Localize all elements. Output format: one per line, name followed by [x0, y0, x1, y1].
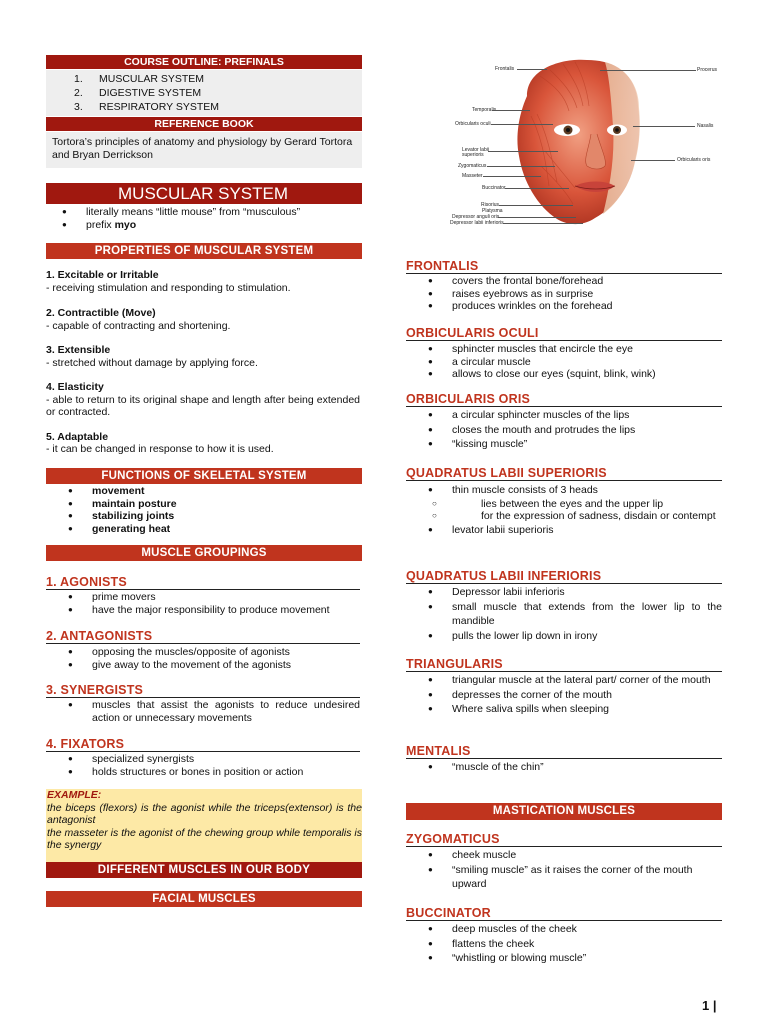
property-desc: - it can be changed in response to how it is used. [46, 443, 274, 455]
list-item: ● holds structures or bones in position or action [46, 766, 362, 779]
facial-muscles-figure [445, 56, 730, 231]
property-heading: 5. Adaptable [46, 430, 109, 443]
list-item: ● pulls the lower lip down in irony [406, 629, 722, 644]
list-item: ● flattens the cheek [406, 937, 722, 952]
fixators-list [46, 753, 362, 778]
list-item: ● small muscle that extends from the lower lip to the mandible [406, 600, 722, 629]
mentalis-list [406, 761, 722, 774]
muscular-bullets [40, 206, 362, 231]
list-item: ● maintain posture [46, 498, 362, 511]
list-item: ● covers the frontal bone/forehead [406, 275, 722, 288]
qli-heading: QUADRATUS LABII INFERIORIS [406, 569, 722, 584]
qls-list [406, 483, 722, 537]
list-item: ● “kissing muscle” [406, 437, 722, 452]
property-desc: - able to return to its original shape and length after being extended or contracted. [46, 393, 360, 418]
list-item: ● specialized synergists [46, 753, 362, 766]
antagonists-heading: 2. ANTAGONISTS [46, 629, 360, 644]
list-item: ● prime movers [46, 591, 362, 604]
property-heading: 3. Extensible [46, 344, 111, 356]
list-item: ● opposing the muscles/opposite of agonists [46, 646, 362, 659]
properties-list [46, 269, 360, 456]
orbicularis-oris-heading: ORBICULARIS ORIS [406, 392, 722, 407]
qli-list [406, 585, 722, 643]
frontalis-heading: FRONTALIS [406, 259, 722, 274]
outline-num-3: 3. [74, 101, 83, 113]
fig-label: Platysma [482, 208, 503, 214]
orbicularis-oculi-list [406, 343, 722, 381]
list-item: ● Where saliva spills when sleeping [406, 702, 722, 717]
functions-list [46, 485, 362, 535]
triangularis-list [406, 673, 722, 717]
reference-text: Tortora’s principles of anatomy and physiology by Gerard Tortora and Bryan Derrickson [46, 132, 362, 168]
page-number: 1 | [702, 998, 717, 1013]
list-item: ● produces wrinkles on the forehead [406, 300, 722, 313]
list-item: ● closes the mouth and protrudes the lips [406, 423, 722, 438]
list-item: ● a circular muscle [406, 356, 722, 369]
list-item: ● Depressor labii inferioris [406, 585, 722, 600]
fig-label: Procerus [697, 67, 718, 73]
list-item: ● cheek muscle [406, 848, 722, 863]
triangularis-heading: TRIANGULARIS [406, 657, 722, 672]
fig-label: Orbicularis oculi [455, 121, 491, 127]
example-label: EXAMPLE: [47, 789, 102, 801]
property-desc: - receiving stimulation and responding to stimulation. [46, 281, 291, 294]
list-item: ● levator labii superioris [406, 523, 722, 538]
list-item: ● have the major responsibility to produce movement [46, 604, 362, 617]
agonists-list [46, 591, 362, 616]
list-item: ● stabilizing joints [46, 510, 362, 523]
outline-item-2: DIGESTIVE SYSTEM [99, 87, 202, 99]
zygomaticus-heading: ZYGOMATICUS [406, 832, 722, 847]
synergists-list [46, 699, 360, 724]
example-line-2: the masseter is the agonist of the chewing group while temporalis is the synergy [47, 826, 362, 851]
agonists-heading: 1. AGONISTS [46, 575, 360, 590]
list-item: ● thin muscle consists of 3 heads ○ lies between the eyes and the upper lip ○ for the expression of sadness, disdain or contempt [406, 483, 722, 523]
list-item: ● a circular sphincter muscles of the lips [406, 408, 722, 423]
different-muscles-title: DIFFERENT MUSCLES IN OUR BODY [46, 862, 362, 878]
buccinator-heading: BUCCINATOR [406, 906, 722, 921]
list-item: ○ lies between the eyes and the upper lip [406, 498, 722, 511]
list-item: ○ for the expression of sadness, disdain or contempt [406, 510, 722, 523]
orbicularis-oculi-heading: ORBICULARIS OCULI [406, 326, 722, 341]
property-heading: 1. Excitable or Irritable [46, 269, 159, 281]
buccinator-list [406, 922, 722, 966]
fig-label: Temporalis [472, 107, 497, 113]
list-item: ● literally means “little mouse” from “musculous” [40, 206, 362, 219]
list-item: ● allows to close our eyes (squint, blink, wink) [406, 368, 722, 381]
orbicularis-oris-list [406, 408, 722, 452]
list-item: ● sphincter muscles that encircle the eye [406, 343, 722, 356]
mastication-title: MASTICATION MUSCLES [406, 803, 722, 820]
list-item: ● raises eyebrows as in surprise [406, 288, 722, 301]
fig-label: Depressor anguli oris [452, 214, 500, 220]
properties-title: PROPERTIES OF MUSCULAR SYSTEM [46, 243, 362, 259]
list-item: ● give away to the movement of the agonists [46, 659, 362, 672]
frontalis-list [406, 275, 722, 313]
property-heading: 2. Contractible (Move) [46, 307, 156, 319]
fig-label: superioris [462, 152, 484, 158]
reference-title: REFERENCE BOOK [46, 117, 362, 131]
property-heading: 4. Elasticity [46, 381, 104, 393]
outline-item-3: RESPIRATORY SYSTEM [99, 101, 220, 113]
muscular-system-title: MUSCULAR SYSTEM [46, 183, 362, 204]
fixators-heading: 4. FIXATORS [46, 737, 360, 752]
example-line-1: the biceps (flexors) is the agonist while the triceps(extensor) is the antagonist [47, 801, 362, 826]
list-item: ● depresses the corner of the mouth [406, 688, 722, 703]
antagonists-list [46, 646, 362, 671]
fig-label: Levator labii [462, 147, 489, 153]
course-outline-box [46, 70, 362, 116]
example-box [46, 789, 362, 862]
course-outline-title: COURSE OUTLINE: PREFINALS [46, 55, 362, 69]
list-item: ● movement [46, 485, 362, 498]
property-desc: - capable of contracting and shortening. [46, 319, 231, 332]
fig-label: Masseter [462, 173, 483, 179]
fig-label: Nasalis [697, 123, 714, 129]
outline-num-1: 1. [74, 73, 83, 85]
fig-label: Buccinator [482, 185, 506, 191]
list-item: ● “smiling muscle” as it raises the corner of the mouth upward [406, 863, 722, 892]
fig-label: Zygomaticus [458, 163, 487, 169]
mentalis-heading: MENTALIS [406, 744, 722, 759]
qls-heading: QUADRATUS LABII SUPERIORIS [406, 466, 722, 481]
list-item: ● muscles that assist the agonists to reduce undesired action or unnecessary movements [46, 699, 360, 724]
list-item: ● prefix myo [40, 219, 362, 232]
outline-num-2: 2. [74, 87, 83, 99]
outline-item-1: MUSCULAR SYSTEM [99, 73, 205, 85]
functions-title: FUNCTIONS OF SKELETAL SYSTEM [46, 468, 362, 484]
fig-label: Risorius [481, 202, 500, 208]
list-item: ● generating heat [46, 523, 362, 536]
fig-label: Orbicularis oris [677, 157, 711, 163]
zygomaticus-list [406, 848, 722, 892]
groupings-title: MUSCLE GROUPINGS [46, 545, 362, 561]
property-desc: - stretched without damage by applying force. [46, 356, 258, 369]
list-item: ● deep muscles of the cheek [406, 922, 722, 937]
qls-sublist [406, 498, 722, 523]
list-item: ● “muscle of the chin” [406, 761, 722, 774]
fig-label: Frontalis [495, 66, 515, 72]
list-item: ● “whistling or blowing muscle” [406, 951, 722, 966]
fig-label: Depressor labii inferioris [450, 220, 504, 226]
facial-muscles-title: FACIAL MUSCLES [46, 891, 362, 907]
synergists-heading: 3. SYNERGISTS [46, 683, 360, 698]
list-item: ● triangular muscle at the lateral part/ corner of the mouth [406, 673, 722, 688]
